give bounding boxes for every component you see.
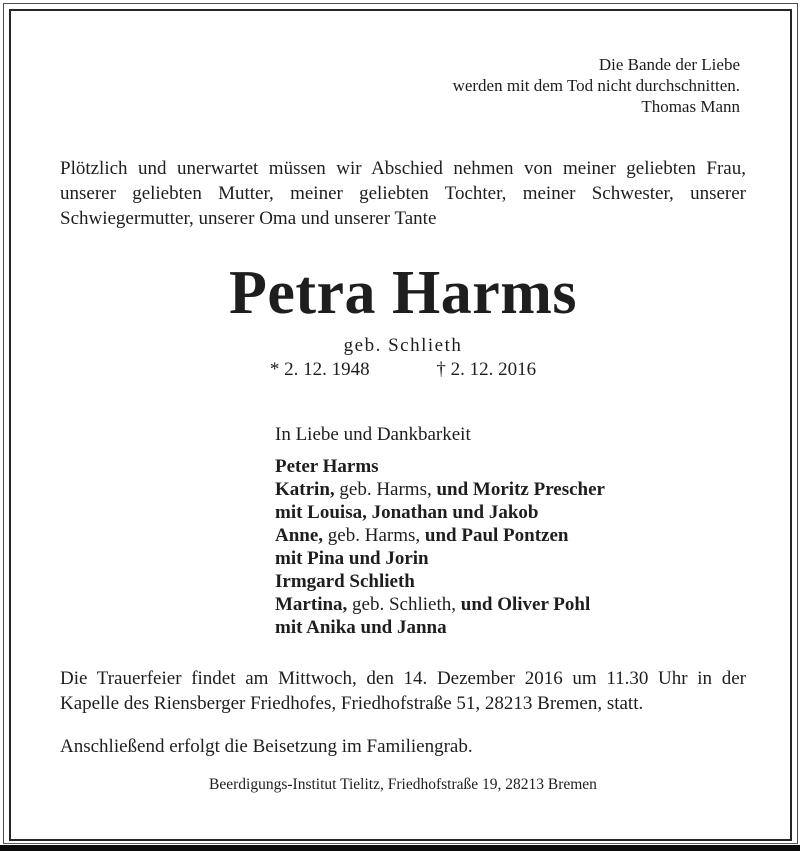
text-line: Plötzlich und unerwartet müssen wir Abschied nehmen von meiner geliebten Frau, bbox=[60, 158, 746, 179]
deceased-name: Petra Harms bbox=[228, 259, 578, 327]
mourner-name: mit Anika und Janna bbox=[275, 617, 447, 638]
mourner-detail: geb. Harms, bbox=[323, 525, 425, 546]
quote-line-1: Die Bande der Liebe bbox=[598, 55, 740, 74]
mourner-name: Martina, bbox=[275, 594, 348, 615]
memorial-quote bbox=[300, 54, 740, 117]
mourner-line bbox=[275, 455, 746, 478]
mourner-line bbox=[275, 524, 746, 547]
mourner-detail: geb. Schlieth, bbox=[347, 594, 461, 615]
mourner-name: Anne, bbox=[275, 525, 324, 546]
mourner-line bbox=[275, 593, 746, 616]
maiden-name: geb. Schlieth bbox=[343, 335, 463, 356]
mourners-list bbox=[275, 455, 746, 639]
life-dates bbox=[60, 359, 746, 381]
burial-note: Anschließend erfolgt die Beisetzung im Familiengrab. bbox=[60, 736, 473, 757]
service-paragraph bbox=[60, 666, 746, 716]
mourner-line bbox=[275, 570, 746, 593]
mourner-name: mit Pina und Jorin bbox=[275, 548, 429, 569]
mourner-line bbox=[275, 478, 746, 501]
quote-line-2: werden mit dem Tod nicht durchschnitten. bbox=[452, 76, 740, 95]
bottom-rule bbox=[0, 845, 800, 851]
text-line: unserer geliebten Mutter, meiner geliebten Tochter, meiner Schwester, unserer bbox=[60, 183, 746, 204]
mourner-name: und Paul Pontzen bbox=[424, 525, 569, 546]
mourner-detail: geb. Harms, bbox=[334, 479, 437, 500]
text-line: Kapelle des Riensberger Friedhofes, Friedhofstraße 51, 28213 Bremen, statt. bbox=[60, 693, 644, 714]
text-line: Die Trauerfeier findet am Mittwoch, den 14. Dezember 2016 um 11.30 Uhr in der bbox=[60, 668, 746, 689]
mourner-name: und Oliver Pohl bbox=[460, 594, 591, 615]
mourner-name: Peter Harms bbox=[275, 456, 379, 477]
mourner-name: und Moritz Prescher bbox=[436, 479, 605, 500]
birth-date: * 2. 12. 1948 bbox=[269, 359, 370, 380]
mourners-section bbox=[275, 423, 746, 639]
mourner-line bbox=[275, 501, 746, 524]
funeral-home-line: Beerdigungs-Institut Tielitz, Friedhofstraße 19, 28213 Bremen bbox=[209, 776, 597, 793]
mourner-name: mit Louisa, Jonathan und Jakob bbox=[275, 502, 539, 523]
mourner-name: Irmgard Schlieth bbox=[275, 571, 415, 592]
death-date: † 2. 12. 2016 bbox=[436, 359, 537, 380]
mourner-line bbox=[275, 616, 746, 639]
intro-paragraph bbox=[60, 156, 746, 231]
mourner-line bbox=[275, 547, 746, 570]
mourners-heading: In Liebe und Dankbarkeit bbox=[275, 424, 471, 445]
mourner-name: Katrin, bbox=[275, 479, 335, 500]
quote-attribution: Thomas Mann bbox=[641, 97, 740, 116]
text-line: Schwiegermutter, unserer Oma und unserer Tante bbox=[60, 208, 437, 229]
